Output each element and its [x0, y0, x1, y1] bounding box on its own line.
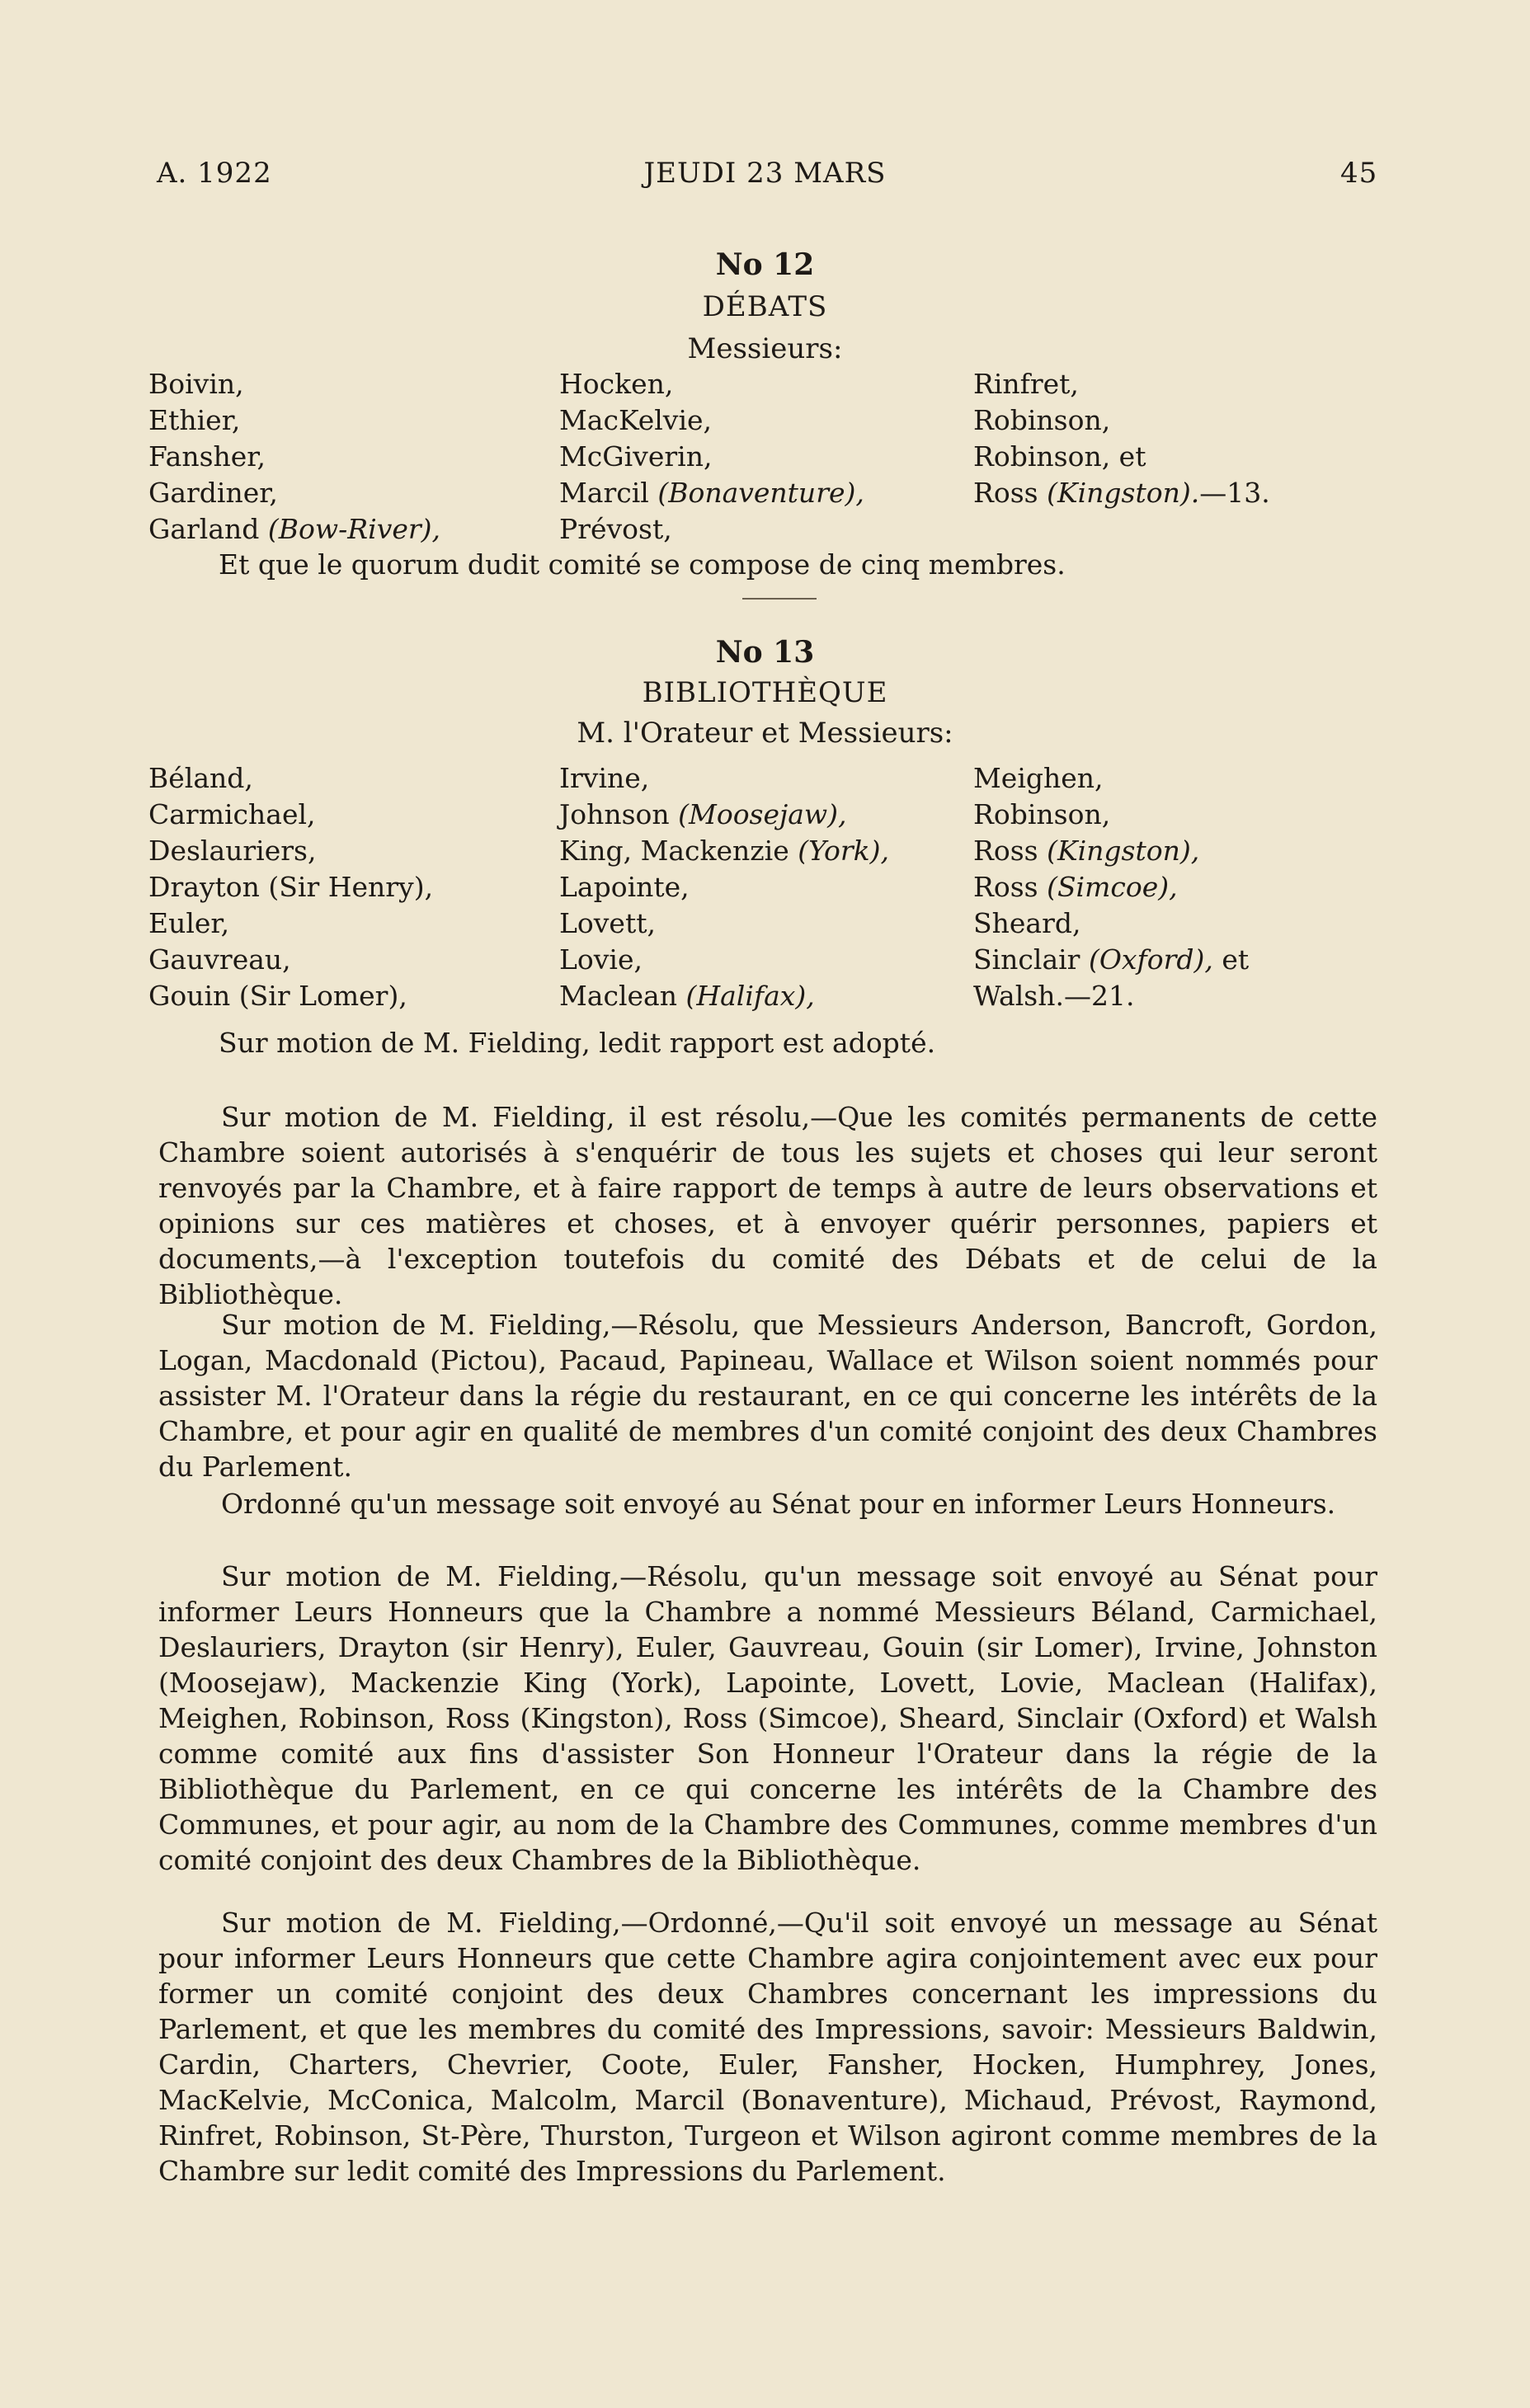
- member-entry: [148, 833, 433, 869]
- member-entry: [559, 439, 864, 475]
- member-entry: [559, 475, 864, 511]
- member-name: Irvine,: [559, 762, 650, 794]
- member-entry: [559, 833, 889, 869]
- member-riding: (Bonaventure),: [657, 477, 864, 509]
- member-entry: [973, 402, 1270, 439]
- member-name: Ross: [973, 835, 1047, 867]
- member-name: Walsh.—21.: [973, 980, 1135, 1012]
- member-name: Boivin,: [148, 368, 244, 400]
- member-name: Meighen,: [973, 762, 1104, 794]
- member-name: Ethier,: [148, 404, 241, 436]
- member-name: King, Mackenzie: [559, 835, 798, 867]
- member-riding: (Simcoe),: [1047, 871, 1178, 903]
- member-name: Robinson,: [973, 404, 1111, 436]
- section-13-col1: [148, 760, 433, 1014]
- member-name: Prévost,: [559, 513, 672, 545]
- member-name: Fansher,: [148, 440, 266, 473]
- member-riding: (Halifax),: [685, 980, 815, 1012]
- member-name: Maclean: [559, 980, 686, 1012]
- member-entry: [559, 797, 889, 833]
- member-name: Marcil: [559, 477, 658, 509]
- paragraph-committees: [158, 1099, 1377, 1312]
- paragraph-printing-committee: [158, 1905, 1377, 2189]
- member-entry: [973, 905, 1249, 942]
- member-entry: [148, 797, 433, 833]
- member-name: Robinson,: [973, 798, 1111, 830]
- member-entry: [559, 942, 889, 978]
- section-13-title: BIBLIOTHÈQUE: [642, 676, 888, 709]
- member-entry: [148, 869, 433, 905]
- member-entry: [148, 511, 440, 548]
- member-entry: [973, 439, 1270, 475]
- member-name: Lapointe,: [559, 871, 690, 903]
- member-entry: [973, 760, 1249, 797]
- paragraph-text: Sur motion de M. Fielding,—Ordonné,—Qu'il soit envoyé un message au Sénat pour informer Leurs Honneurs que cette Chambre agira conjointement avec eux pour former un comité conjoint des deux Chambres concernant les impressions du Parlement, et que les membres du comité des Impressions, savoir: Messieurs Baldwin, Cardin, Charters, Chevrier, Coote, Euler, Fansher, Hocken, Humphrey, Jones, MacKelvie, McConica, Malcolm, Marcil (Bonaventure), Michaud, Prévost, Raymond, Rinfret, Robinson, St-Père, Thurston, Turgeon et Wilson agiront comme membres de la Chambre sur ledit comité des Impressions du Parlement.: [158, 1907, 1377, 2187]
- section-13-col3: [973, 760, 1249, 1014]
- paragraph-text: Sur motion de M. Fielding,—Résolu, qu'un message soit envoyé au Sénat pour informer Leurs Honneurs que la Chambre a nommé Messieurs Béland, Carmichael, Deslauriers, Drayton (sir Henry), Euler, Gauvreau, Gouin (sir Lomer), Irvine, Johnston (Moosejaw), Mackenzie King (York), Lapointe, Lovett, Lovie, Maclean (Halifax), Meighen, Robinson, Ross (Kingston), Ross (Simcoe), Sheard, Sinclair (Oxford) et Walsh comme comité aux fins d'assister Son Honneur l'Orateur dans la régie de la Bibliothèque du Parlement, en ce qui concerne les intérêts de la Chambre des Communes, et pour agir, au nom de la Chambre des Communes, comme membres d'un comité conjoint des deux Chambres de la Bibliothèque.: [158, 1560, 1377, 1876]
- member-entry: [559, 978, 889, 1014]
- paragraph-text: Sur motion de M. Fielding, il est résolu,—Que les comités permanents de cette Chambre soient autorisés à s'enquérir de tous les sujets et choses qui leur seront renvoyés par la Chambre, et à faire rapport de temps à autre de leurs observations et opinions sur ces matières et choses, et à envoyer quérir personnes, papiers et documents,—à l'exception toutefois du comité des Débats et de celui de la Bibliothèque.: [158, 1101, 1377, 1310]
- member-name: MacKelvie,: [559, 404, 713, 436]
- member-riding: (Oxford),: [1088, 943, 1213, 976]
- member-name: Gouin (Sir Lomer),: [148, 980, 407, 1012]
- section-12-number: No 12: [715, 247, 815, 282]
- member-entry: [973, 978, 1249, 1014]
- member-name: Garland: [148, 513, 268, 545]
- member-entry: [559, 366, 864, 402]
- member-entry: [148, 942, 433, 978]
- member-entry: [973, 833, 1249, 869]
- header-year: A. 1922: [157, 157, 272, 190]
- paragraph-restaurant: [158, 1307, 1377, 1484]
- member-suffix: —13.: [1199, 477, 1270, 509]
- member-name: Johnson: [559, 798, 679, 830]
- section-12-title: DÉBATS: [702, 290, 828, 323]
- member-entry: [973, 475, 1270, 511]
- section-divider: [742, 598, 817, 600]
- paragraph-message-senate: [158, 1486, 1377, 1521]
- member-name: Ross: [973, 477, 1047, 509]
- member-entry: [148, 366, 440, 402]
- paragraph-text: Ordonné qu'un message soit envoyé au Sénat pour en informer Leurs Honneurs.: [221, 1488, 1336, 1520]
- member-name: Béland,: [148, 762, 253, 794]
- paragraph-library-committee: [158, 1559, 1377, 1878]
- member-entry: [559, 905, 889, 942]
- member-name: Ross: [973, 871, 1047, 903]
- section-13-number: No 13: [715, 635, 815, 670]
- section-12-col2: [559, 366, 864, 548]
- member-entry: [559, 869, 889, 905]
- member-entry: [559, 760, 889, 797]
- section-13-col2: [559, 760, 889, 1014]
- section-12-col3: [973, 366, 1270, 511]
- member-entry: [973, 797, 1249, 833]
- member-entry: [973, 869, 1249, 905]
- member-entry: [148, 475, 440, 511]
- member-name: Gauvreau,: [148, 943, 291, 976]
- section-13-adopted: Sur motion de M. Fielding, ledit rapport est adopté.: [219, 1027, 936, 1059]
- member-name: McGiverin,: [559, 440, 713, 473]
- member-name: Sheard,: [973, 907, 1081, 939]
- member-entry: [148, 905, 433, 942]
- header-date: JEUDI 23 MARS: [643, 157, 887, 190]
- member-entry: [148, 760, 433, 797]
- member-name: Sinclair: [973, 943, 1089, 976]
- member-entry: [559, 511, 864, 548]
- section-12-subtitle: Messieurs:: [687, 332, 843, 365]
- paragraph-text: Sur motion de M. Fielding,—Résolu, que Messieurs Anderson, Bancroft, Gordon, Logan, Macdonald (Pictou), Pacaud, Papineau, Wallace et Wilson soient nommés pour assister M. l'Orateur dans la régie du restaurant, en ce qui concerne les intérêts de la Chambre, et pour agir en qualité de membres d'un comité conjoint des deux Chambres du Parlement.: [158, 1309, 1377, 1483]
- member-suffix: et: [1212, 943, 1250, 976]
- member-name: Robinson, et: [973, 440, 1146, 473]
- member-entry: [559, 402, 864, 439]
- member-riding: (Kingston).: [1047, 477, 1200, 509]
- member-name: Lovie,: [559, 943, 643, 976]
- member-entry: [973, 366, 1270, 402]
- header-page-number: 45: [1340, 157, 1378, 190]
- member-name: Carmichael,: [148, 798, 316, 830]
- section-12-col1: [148, 366, 440, 548]
- member-entry: [148, 978, 433, 1014]
- section-13-subtitle: M. l'Orateur et Messieurs:: [577, 717, 953, 750]
- member-name: Lovett,: [559, 907, 656, 939]
- member-name: Euler,: [148, 907, 230, 939]
- member-riding: (Moosejaw),: [678, 798, 847, 830]
- member-entry: [148, 402, 440, 439]
- member-riding: (Bow-River),: [267, 513, 441, 545]
- member-riding: (Kingston),: [1047, 835, 1200, 867]
- section-12-quorum: Et que le quorum dudit comité se compose de cinq membres.: [219, 548, 1066, 581]
- member-riding: (York),: [798, 835, 890, 867]
- member-name: Hocken,: [559, 368, 674, 400]
- member-name: Rinfret,: [973, 368, 1079, 400]
- member-entry: [148, 439, 440, 475]
- member-name: Drayton (Sir Henry),: [148, 871, 434, 903]
- member-entry: [973, 942, 1249, 978]
- member-name: Gardiner,: [148, 477, 278, 509]
- member-name: Deslauriers,: [148, 835, 317, 867]
